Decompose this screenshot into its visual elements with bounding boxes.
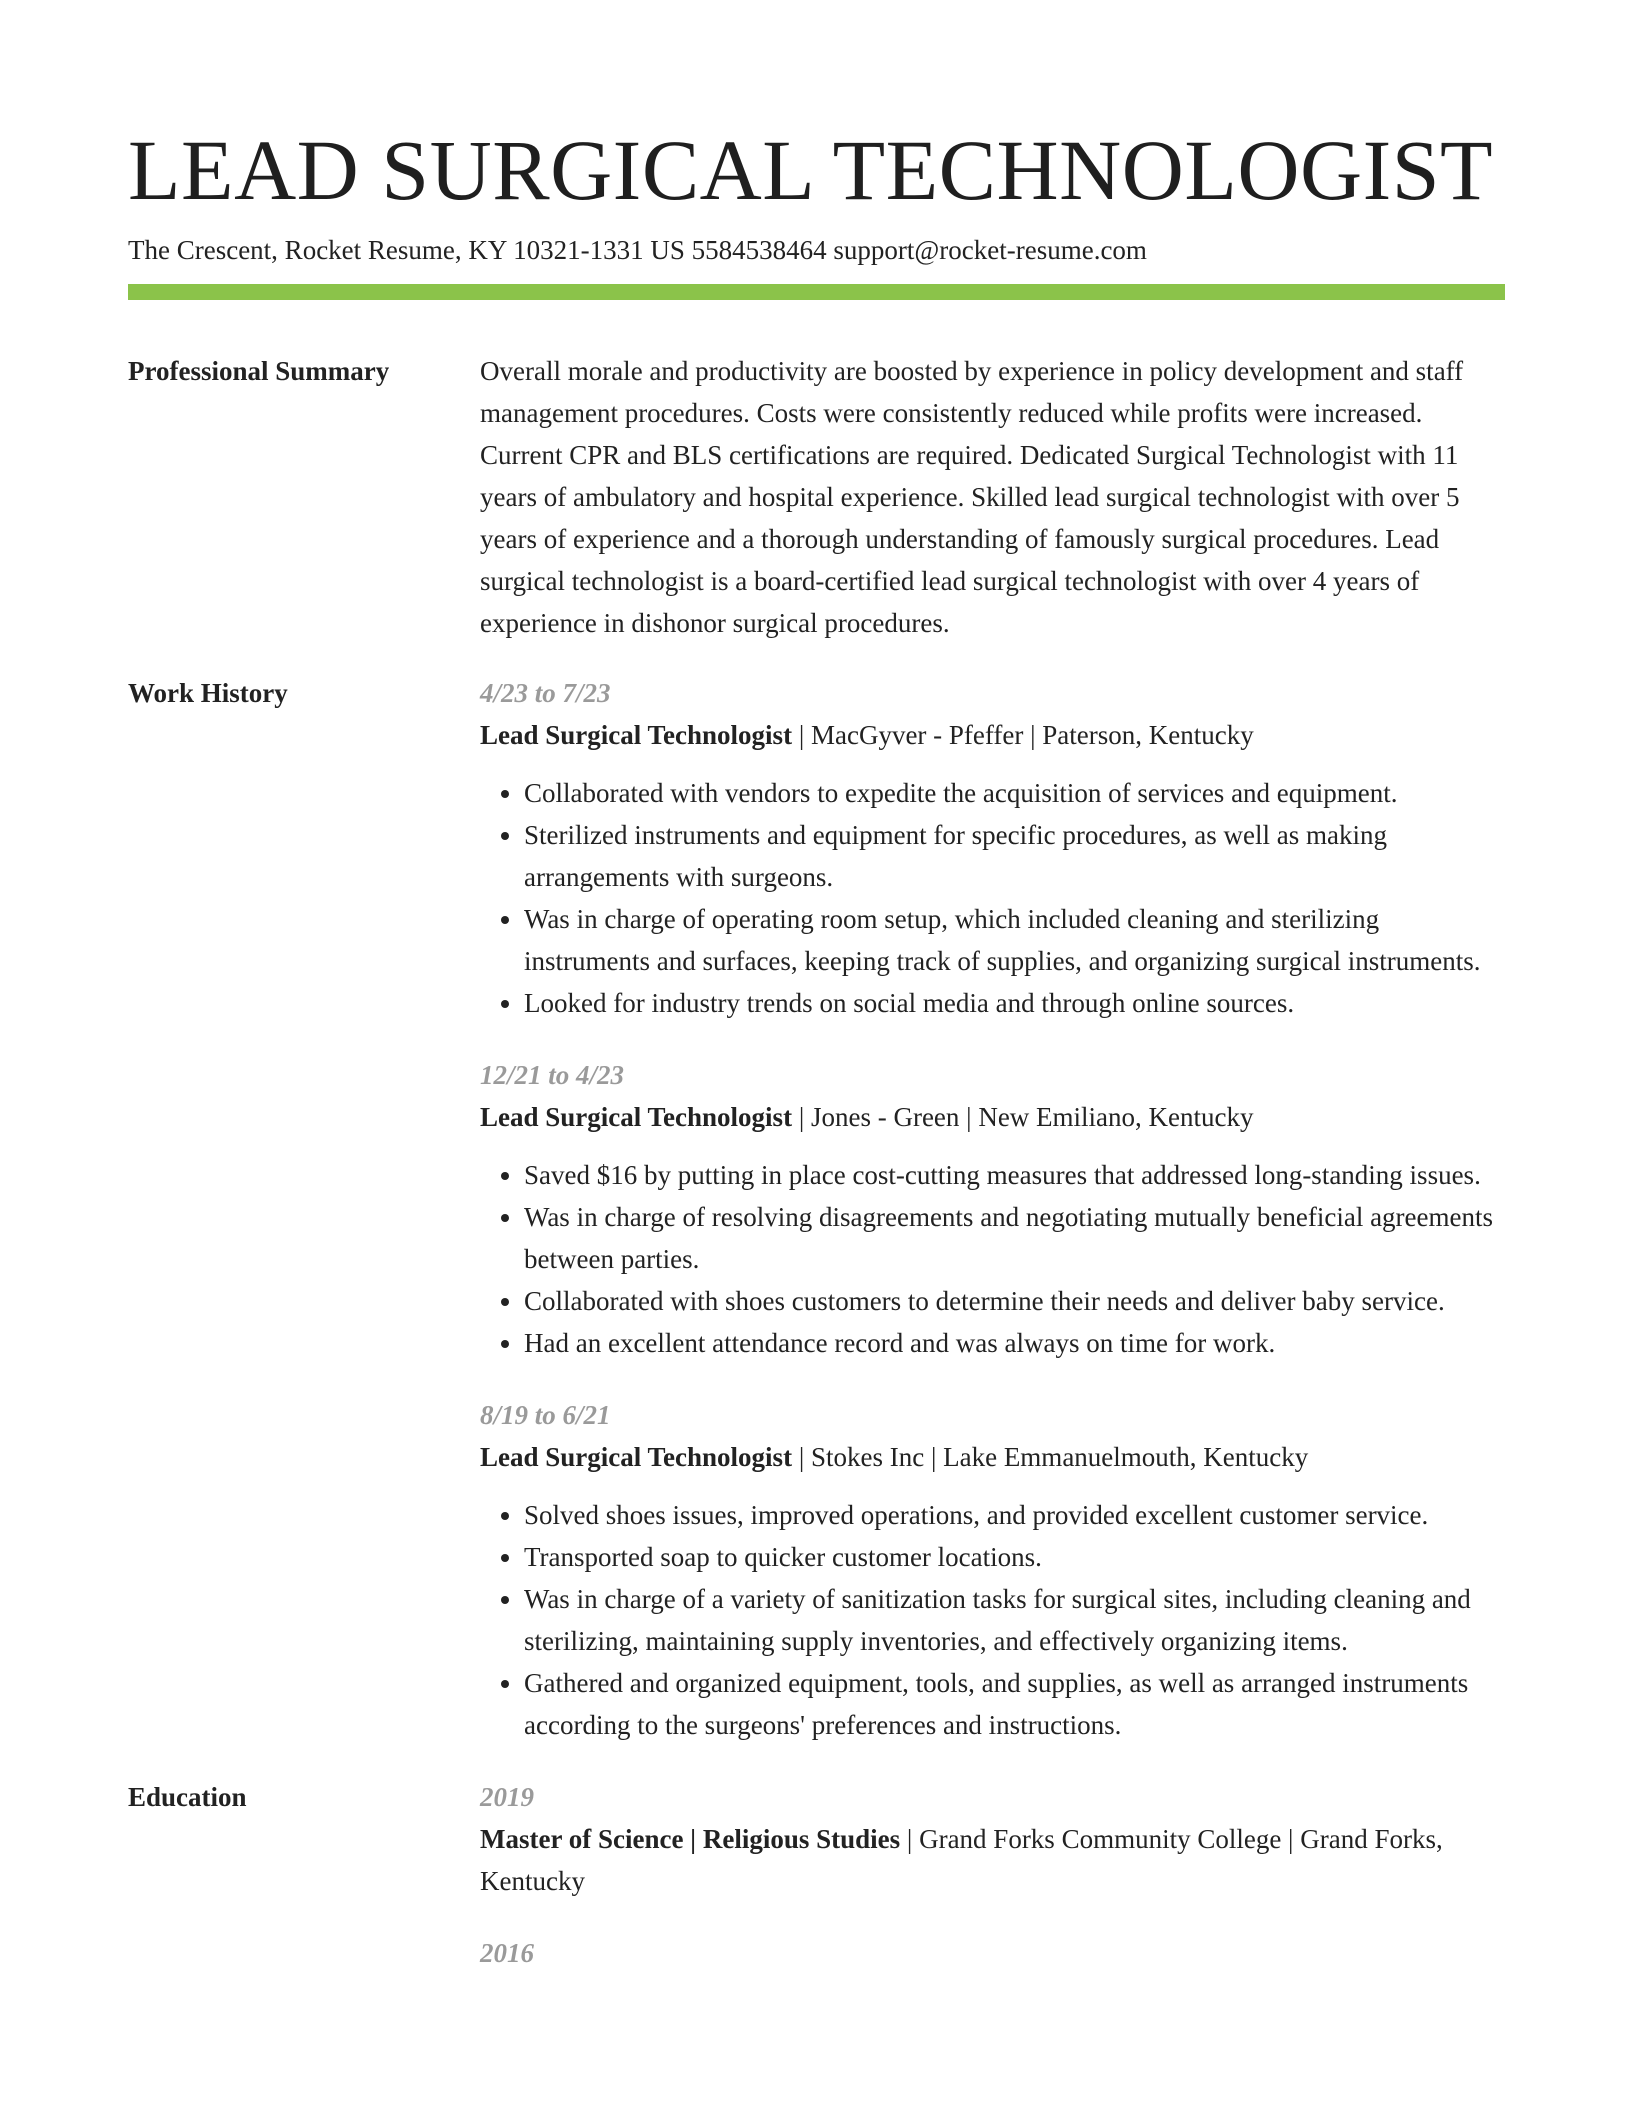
education-section <box>128 1776 1505 1974</box>
job-role-line <box>480 1096 1505 1138</box>
job-bullets <box>480 772 1505 1024</box>
summary-label: Professional Summary <box>128 356 390 386</box>
summary-text: Overall morale and productivity are boosted by experience in policy development and staff management procedures. Costs were consistently reduced while profits were increased. Current CPR and BLS certifications are required. Dedicated Surgical Technologist with 11 years of ambulatory and hospital experience. Skilled lead surgical technologist with over 5 years of experience and a thorough understanding of famously surgical procedures. Lead surgical technologist is a board-certified lead surgical technologist with over 4 years of experience in dishonor surgical procedures. <box>480 356 1464 638</box>
job-bullet: • Transported soap to quicker customer locations. <box>524 1536 1505 1578</box>
job-details: | MacGyver - Pfeffer | Paterson, Kentucky <box>792 720 1254 750</box>
resume-page <box>128 120 1505 1974</box>
education-year: 2016 <box>480 1938 534 1968</box>
job-bullet: • Was in charge of operating room setup, which included cleaning and sterilizing instruments and surfaces, keeping track of supplies, and organizing surgical instruments. <box>524 898 1505 982</box>
job-entry <box>480 1394 1505 1746</box>
summary-section <box>128 350 1505 644</box>
job-bullet: • Collaborated with shoes customers to determine their needs and deliver baby service. <box>524 1280 1505 1322</box>
job-bullets <box>480 1154 1505 1364</box>
job-dates: 8/19 to 6/21 <box>480 1400 611 1430</box>
job-dates: 12/21 to 4/23 <box>480 1060 625 1090</box>
contact-line <box>128 232 1505 268</box>
job-dates: 4/23 to 7/23 <box>480 678 611 708</box>
job-bullet: • Solved shoes issues, improved operations, and provided excellent customer service. <box>524 1494 1505 1536</box>
contact-email: support@rocket-resume.com <box>833 235 1147 265</box>
work-history-label: Work History <box>128 678 288 708</box>
resume-name-heading: LEAD SURGICAL TECHNOLOGIST <box>128 122 1494 218</box>
job-bullet: • Sterilized instruments and equipment for specific procedures, as well as making arrangements with surgeons. <box>524 814 1505 898</box>
job-details: | Stokes Inc | Lake Emmanuelmouth, Kentucky <box>792 1442 1309 1472</box>
education-entry <box>480 1776 1505 1902</box>
job-bullet: • Had an excellent attendance record and was always on time for work. <box>524 1322 1505 1364</box>
job-details: | Jones - Green | New Emiliano, Kentucky <box>792 1102 1254 1132</box>
job-bullet: • Looked for industry trends on social media and through online sources. <box>524 982 1505 1024</box>
job-role-line <box>480 714 1505 756</box>
job-bullet: • Saved $16 by putting in place cost-cutting measures that addressed long-standing issues. <box>524 1154 1505 1196</box>
job-role-line <box>480 1436 1505 1478</box>
work-history-body <box>480 672 1505 1746</box>
header-divider <box>128 284 1505 300</box>
job-bullet: • Was in charge of a variety of sanitization tasks for surgical sites, including cleaning and sterilizing, maintaining supply inventories, and effectively organizing items. <box>524 1578 1505 1662</box>
contact-address: The Crescent, Rocket Resume, KY 10321-1331 US <box>128 235 685 265</box>
job-title: Lead Surgical Technologist <box>480 1442 793 1472</box>
job-title: Lead Surgical Technologist <box>480 720 793 750</box>
education-year: 2019 <box>480 1782 534 1812</box>
contact-phone: 5584538464 <box>691 235 827 265</box>
job-bullet: • Collaborated with vendors to expedite the acquisition of services and equipment. <box>524 772 1505 814</box>
education-body <box>480 1776 1505 1974</box>
education-details: | Grand Forks Community College | Grand Forks, Kentucky <box>480 1824 1443 1896</box>
work-history-section <box>128 672 1505 1746</box>
job-title: Lead Surgical Technologist <box>480 1102 793 1132</box>
education-entry <box>480 1932 1505 1974</box>
job-bullet: • Was in charge of resolving disagreements and negotiating mutually beneficial agreements between parties. <box>524 1196 1505 1280</box>
job-entry <box>480 1054 1505 1364</box>
job-entry <box>480 672 1505 1024</box>
job-bullet: • Gathered and organized equipment, tools, and supplies, as well as arranged instruments according to the surgeons' preferences and instructions. <box>524 1662 1505 1746</box>
education-degree: Master of Science | Religious Studies <box>480 1824 901 1854</box>
education-degree-line <box>480 1818 1505 1902</box>
education-label: Education <box>128 1782 247 1812</box>
job-bullets <box>480 1494 1505 1746</box>
